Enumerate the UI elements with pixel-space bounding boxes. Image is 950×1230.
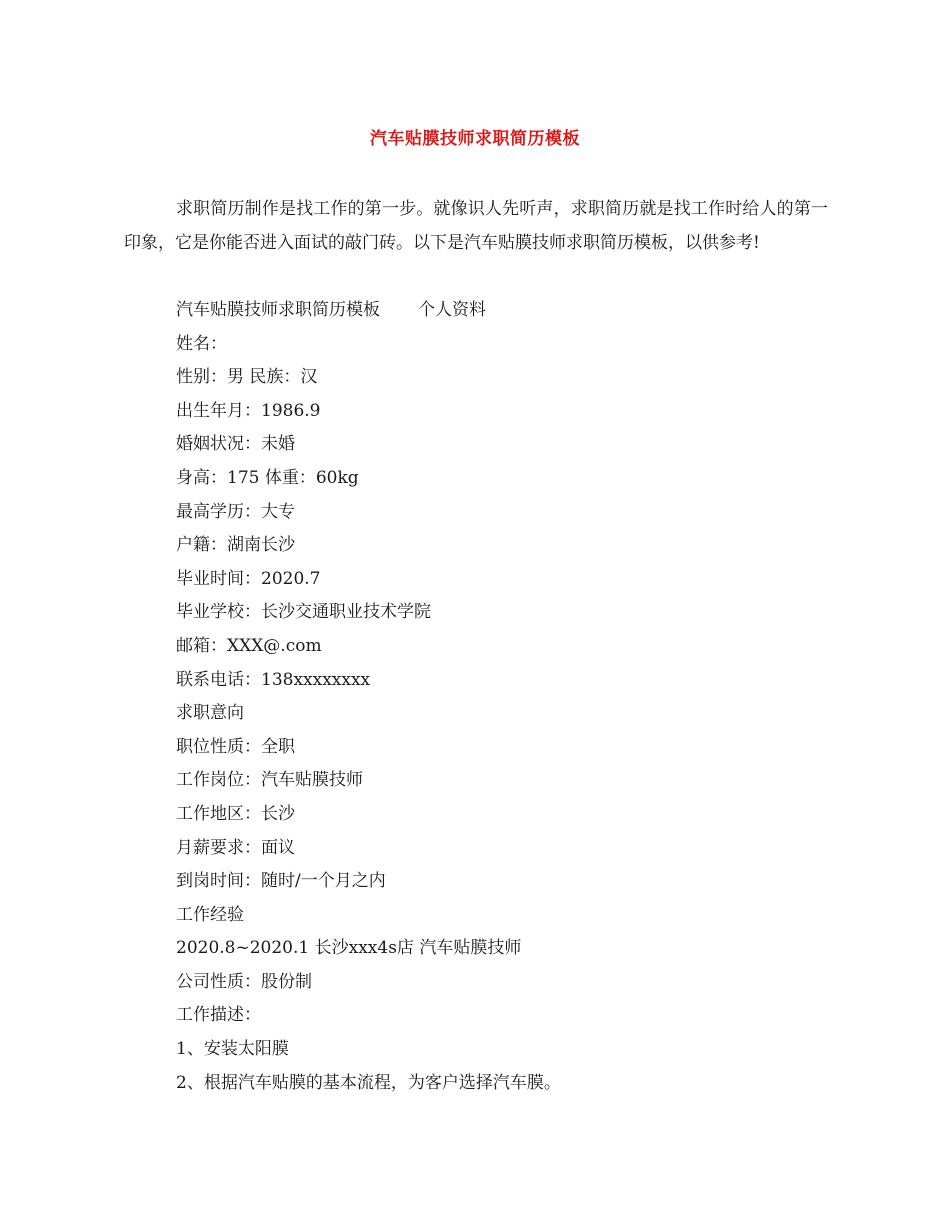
section-work-experience: 工作经验 bbox=[176, 904, 244, 925]
field-marital-status: 婚姻状况：未婚 bbox=[176, 434, 295, 455]
resume-heading: 汽车贴膜技师求职简历模板 bbox=[176, 300, 380, 320]
document-title: 汽车贴膜技师求职简历模板 bbox=[370, 129, 580, 149]
field-salary: 月薪要求：面议 bbox=[176, 837, 295, 858]
intro-paragraph: 求职简历制作是找工作的第一步。就像识人先听声，求职简历就是找工作时给人的第一印象，它是你能否进入面试的敲门砖。以下是汽车贴膜技师求职简历模板，以供参考! bbox=[124, 199, 828, 253]
duty-item: 2、根据汽车贴膜的基本流程，为客户选择汽车膜。 bbox=[176, 1072, 561, 1093]
field-start-time: 到岗时间：随时/一个月之内 bbox=[176, 871, 386, 892]
field-gender-ethnicity: 性别：男 民族：汉 bbox=[176, 367, 318, 388]
field-work-area: 工作地区：长沙 bbox=[176, 803, 295, 824]
field-graduation-time: 毕业时间：2020.7 bbox=[176, 568, 321, 589]
field-birth-date: 出生年月：1986.9 bbox=[176, 400, 321, 421]
field-household: 户籍：湖南长沙 bbox=[176, 535, 295, 556]
field-phone: 联系电话：138xxxxxxxx bbox=[176, 669, 371, 690]
field-job-description: 工作描述： bbox=[176, 1005, 261, 1026]
field-name: 姓名： bbox=[176, 333, 227, 354]
duty-item: 1、安装太阳膜 bbox=[176, 1039, 289, 1060]
field-school: 毕业学校：长沙交通职业技术学院 bbox=[176, 602, 431, 623]
section-heading-line bbox=[176, 294, 836, 328]
field-height-weight: 身高：175 体重：60kg bbox=[176, 467, 359, 488]
resume-body bbox=[176, 294, 836, 1100]
experience-entry: 2020.8~2020.1 长沙xxx4s店 汽车贴膜技师 bbox=[176, 938, 522, 959]
personal-info-heading: 个人资料 bbox=[418, 300, 486, 320]
field-company-type: 公司性质：股份制 bbox=[176, 971, 312, 992]
field-position: 工作岗位：汽车贴膜技师 bbox=[176, 770, 363, 791]
section-job-intention: 求职意向 bbox=[176, 703, 244, 724]
field-email: 邮箱：XXX@.com bbox=[176, 635, 322, 656]
field-job-type: 职位性质：全职 bbox=[176, 736, 295, 757]
field-education: 最高学历：大专 bbox=[176, 501, 295, 522]
